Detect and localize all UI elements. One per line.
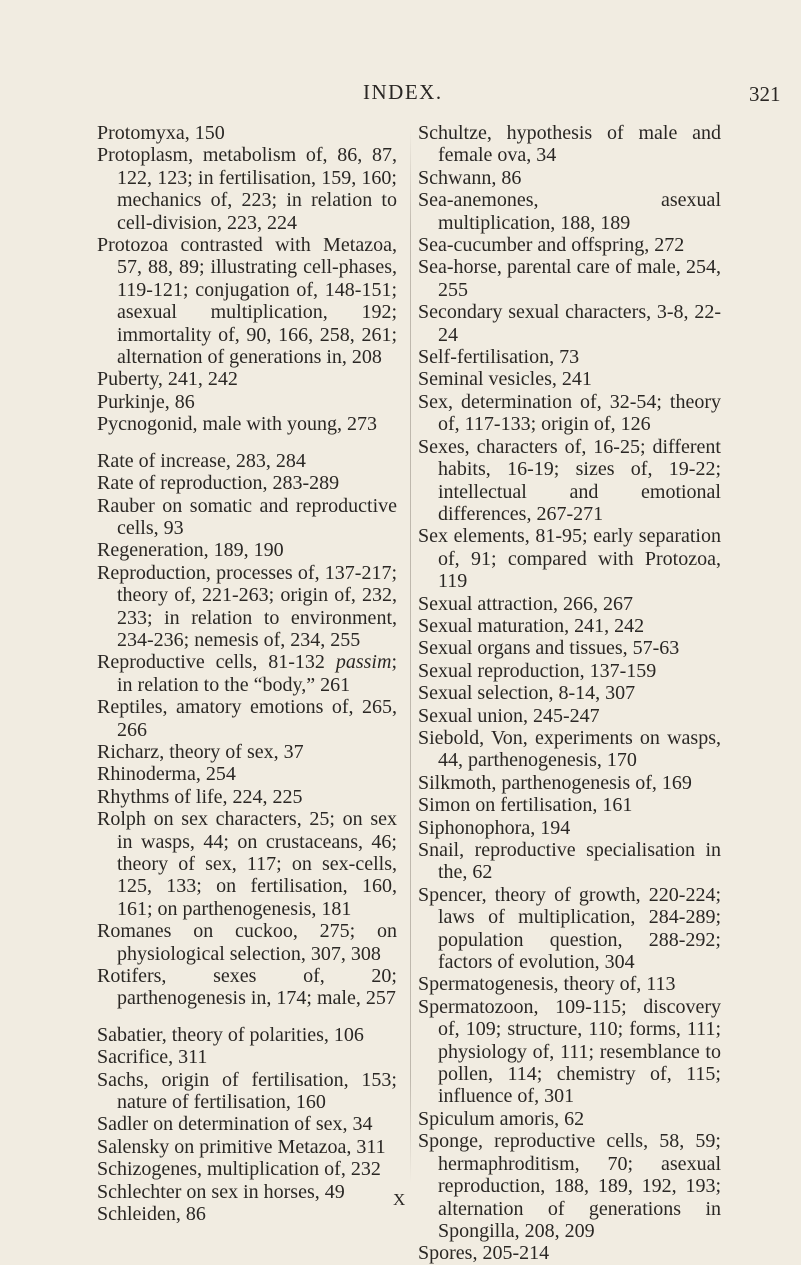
index-entry: Sexual organs and tissues, 57-63 bbox=[418, 637, 680, 660]
index-entry: Regeneration, 189, 190 bbox=[97, 539, 284, 562]
index-entry: Richarz, theory of sex, 37 bbox=[97, 740, 304, 763]
section-gap bbox=[97, 436, 397, 450]
index-entry: Sea-horse, parental care of male, 254, 255 bbox=[418, 256, 721, 301]
index-column-left bbox=[97, 122, 397, 1226]
index-entry: Secondary sexual characters, 3-8, 22-24 bbox=[418, 301, 721, 346]
index-entry: Sponge, reproductive cells, 58, 59; hermaphroditism, 70; asexual reproduction, 188, 189, 192, 193; alternation of generations in Spongilla, 208, 209 bbox=[418, 1130, 721, 1242]
index-entry: Rotifers, sexes of, 20; parthenogenesis in, 174; male, 257 bbox=[97, 965, 397, 1010]
index-entry: Rauber on somatic and reproductive cells, 93 bbox=[97, 494, 397, 539]
index-entry: Protoplasm, metabolism of, 86, 87, 122, 123; in fertilisation, 159, 160; mechanics of, 223; in relation to cell-division, 223, 224 bbox=[97, 144, 397, 234]
index-entry: Spiculum amoris, 62 bbox=[418, 1107, 585, 1130]
index-entry: Schlechter on sex in horses, 49 bbox=[97, 1180, 345, 1203]
index-entry: Sadler on determination of sex, 34 bbox=[97, 1113, 373, 1136]
index-entry: Sexes, characters of, 16-25; different habits, 16-19; sizes of, 19-22; intellectual and emotional differences, 267-271 bbox=[418, 435, 721, 525]
section-gap bbox=[97, 1010, 397, 1024]
index-entry: Siebold, Von, experiments on wasps, 44, parthenogenesis, 170 bbox=[418, 726, 721, 772]
index-entry: Sexual maturation, 241, 242 bbox=[418, 614, 645, 637]
index-entry: Purkinje, 86 bbox=[97, 390, 195, 413]
index-entry: Schultze, hypothesis of male and female ova, 34 bbox=[418, 122, 721, 167]
index-entry: Spencer, theory of growth, 220-224; laws of multiplication, 284-289; population question, 288-292; factors of evolution, 304 bbox=[418, 883, 721, 974]
index-entry: Protomyxa, 150 bbox=[97, 122, 225, 144]
index-entry: Romanes on cuckoo, 275; on physiological selection, 307, 308 bbox=[97, 920, 397, 965]
index-entry: Rhinoderma, 254 bbox=[97, 763, 236, 786]
index-entry: Salensky on primitive Metazoa, 311 bbox=[97, 1135, 386, 1158]
index-entry: Sachs, origin of fertilisation, 153; nature of fertilisation, 160 bbox=[97, 1068, 397, 1114]
index-entry: Self-fertilisation, 73 bbox=[418, 346, 580, 369]
index-entry: Reproductive cells, 81-132 passim; in relation to the “body,” 261 bbox=[97, 651, 397, 696]
index-entry: Spermatogenesis, theory of, 113 bbox=[418, 973, 676, 996]
page-header bbox=[0, 80, 801, 110]
index-entry: Sex, determination of, 32-54; theory of, 117-133; origin of, 126 bbox=[418, 390, 721, 436]
index-entry: Schizogenes, multiplication of, 232 bbox=[97, 1158, 381, 1181]
index-entry: Reptiles, amatory emotions of, 265, 266 bbox=[97, 696, 397, 741]
index-entry: Reproduction, processes of, 137-217; theory of, 221-263; origin of, 232, 233; in relation to environment, 234-236; nemesis of, 234, 255 bbox=[97, 561, 397, 651]
index-entry: Spermatozoon, 109-115; discovery of, 109; structure, 110; forms, 111; physiology of, 111; resemblance to pollen, 114; chemistry of, 115; influence of, 301 bbox=[418, 995, 721, 1108]
index-column-right bbox=[418, 122, 721, 1265]
index-entry: Siphonophora, 194 bbox=[418, 816, 571, 839]
index-entry: Sacrifice, 311 bbox=[97, 1046, 208, 1069]
index-entry: Sexual union, 245-247 bbox=[418, 704, 600, 727]
column-divider bbox=[410, 127, 411, 1183]
index-entry: Puberty, 241, 242 bbox=[97, 368, 238, 391]
index-entry: Sabatier, theory of polarities, 106 bbox=[97, 1023, 364, 1046]
index-entry: Silkmoth, parthenogenesis of, 169 bbox=[418, 771, 692, 794]
index-entry: Sea-cucumber and offspring, 272 bbox=[418, 234, 685, 257]
index-entry: Pycnogonid, male with young, 273 bbox=[97, 413, 377, 436]
index-entry: Rate of increase, 283, 284 bbox=[97, 449, 306, 472]
index-entry: Rolph on sex characters, 25; on sex in wasps, 44; on crustaceans, 46; theory of sex, 117; on sex-cells, 125, 133; on fertilisation, 160, 161; on parthenogenesis, 181 bbox=[97, 808, 397, 920]
page-number: 321 bbox=[749, 82, 781, 106]
passim-italic: passim bbox=[335, 651, 392, 674]
index-entry: Sexual selection, 8-14, 307 bbox=[418, 682, 636, 705]
index-entry: Rhythms of life, 224, 225 bbox=[97, 785, 303, 808]
running-title: INDEX. bbox=[363, 80, 443, 104]
index-entry: Schwann, 86 bbox=[418, 166, 522, 189]
index-entry: Protozoa contrasted with Metazoa, 57, 88, 89; illustrating cell-phases, 119-121; conjugation of, 148-151; asexual multiplication, 192; immortality of, 90, 166, 258, 261; alternation of generations in, 208 bbox=[97, 234, 397, 369]
index-entry: Sea-anemones, asexual multiplication, 188, 189 bbox=[418, 189, 721, 234]
index-entry: Sexual attraction, 266, 267 bbox=[418, 592, 633, 615]
index-entry: Seminal vesicles, 241 bbox=[418, 368, 592, 391]
index-entry: Schleiden, 86 bbox=[97, 1203, 206, 1226]
signature-mark: X bbox=[393, 1190, 406, 1209]
index-entry: Spores, 205-214 bbox=[418, 1242, 550, 1265]
index-entry: Rate of reproduction, 283-289 bbox=[97, 472, 340, 495]
index-entry: Simon on fertilisation, 161 bbox=[418, 794, 633, 817]
index-entry: Sexual reproduction, 137-159 bbox=[418, 659, 657, 682]
index-entry: Snail, reproductive specialisation in the, 62 bbox=[418, 839, 721, 884]
index-entry: Sex elements, 81-95; early separation of, 91; compared with Protozoa, 119 bbox=[418, 525, 721, 593]
